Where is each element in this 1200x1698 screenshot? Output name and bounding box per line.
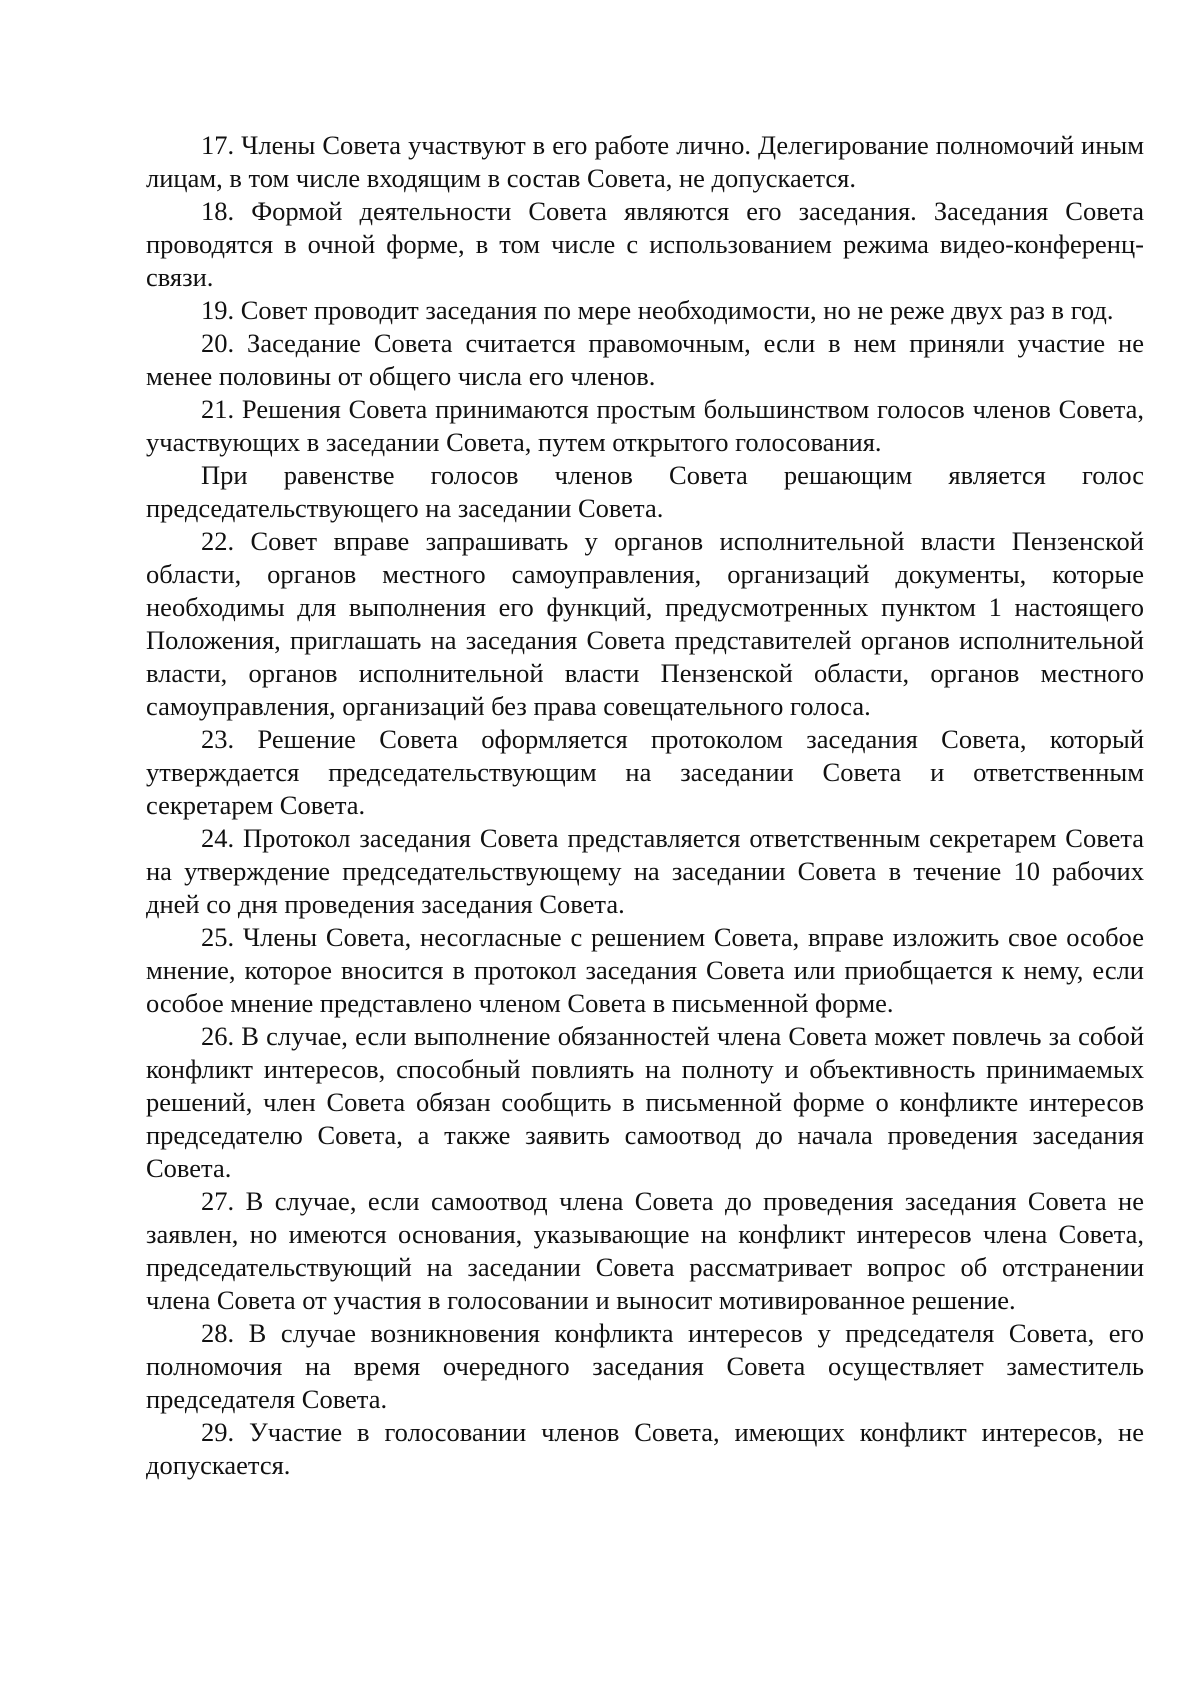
paragraph-19: 19. Совет проводит заседания по мере необходимости, но не реже двух раз в год. (201, 295, 1114, 325)
paragraph-21: 21. Решения Совета принимаются простым большинством голосов членов Совета, участвующих в заседании Совета, путем открытого голосования. (146, 394, 1144, 457)
paragraph-20: 20. Заседание Совета считается правомочным, если в нем приняли участие не менее половины от общего числа его членов. (146, 328, 1144, 391)
paragraph-24: 24. Протокол заседания Совета представляется ответственным секретарем Совета на утверждение председательствующему на заседании Совета в течение 10 рабочих дней со дня проведения заседания Совета. (146, 823, 1144, 919)
paragraph-18: 18. Формой деятельности Совета являются его заседания. Заседания Совета проводятся в очной форме, в том числе с использованием режима видео-конференц-связи. (146, 196, 1144, 292)
paragraph-22: 22. Совет вправе запрашивать у органов исполнительной власти Пензенской области, органов местного самоуправления, организаций документы, которые необходимы для выполнения его функций, предусмотренных пунктом 1 настоящего Положения, приглашать на заседания Совета представителей органов исполнительной власти, органов исполнительной власти Пензенской области, органов местного самоуправления, организаций без права совещательного голоса. (146, 526, 1144, 721)
paragraph-17: 17. Члены Совета участвуют в его работе лично. Делегирование полномочий иным лицам, в том числе входящим в состав Совета, не допускается. (146, 130, 1144, 193)
paragraph-23: 23. Решение Совета оформляется протоколом заседания Совета, который утверждается председательствующим на заседании Совета и ответственным секретарем Совета. (146, 724, 1144, 820)
paragraph-27: 27. В случае, если самоотвод члена Совета до проведения заседания Совета не заявлен, но имеются основания, указывающие на конфликт интересов члена Совета, председательствующий на заседании Совета рассматривает вопрос об отстранении члена Совета от участия в голосовании и выносит мотивированное решение. (146, 1186, 1144, 1315)
document-body (146, 129, 1144, 1482)
paragraph-29: 29. Участие в голосовании членов Совета, имеющих конфликт интересов, не допускается. (146, 1417, 1144, 1480)
paragraph-26: 26. В случае, если выполнение обязанностей члена Совета может повлечь за собой конфликт интересов, способный повлиять на полноту и объективность принимаемых решений, член Совета обязан сообщить в письменной форме о конфликте интересов председателю Совета, а также заявить самоотвод до начала проведения заседания Совета. (146, 1021, 1144, 1183)
paragraph-28: 28. В случае возникновения конфликта интересов у председателя Совета, его полномочия на время очередного заседания Совета осуществляет заместитель председателя Совета. (146, 1318, 1144, 1414)
paragraph-21-tie-vote: При равенстве голосов членов Совета решающим является голос председательствующего на заседании Совета. (146, 460, 1144, 523)
paragraph-25: 25. Члены Совета, несогласные с решением Совета, вправе изложить свое особое мнение, которое вносится в протокол заседания Совета или приобщается к нему, если особое мнение представлено членом Совета в письменной форме. (146, 922, 1144, 1018)
